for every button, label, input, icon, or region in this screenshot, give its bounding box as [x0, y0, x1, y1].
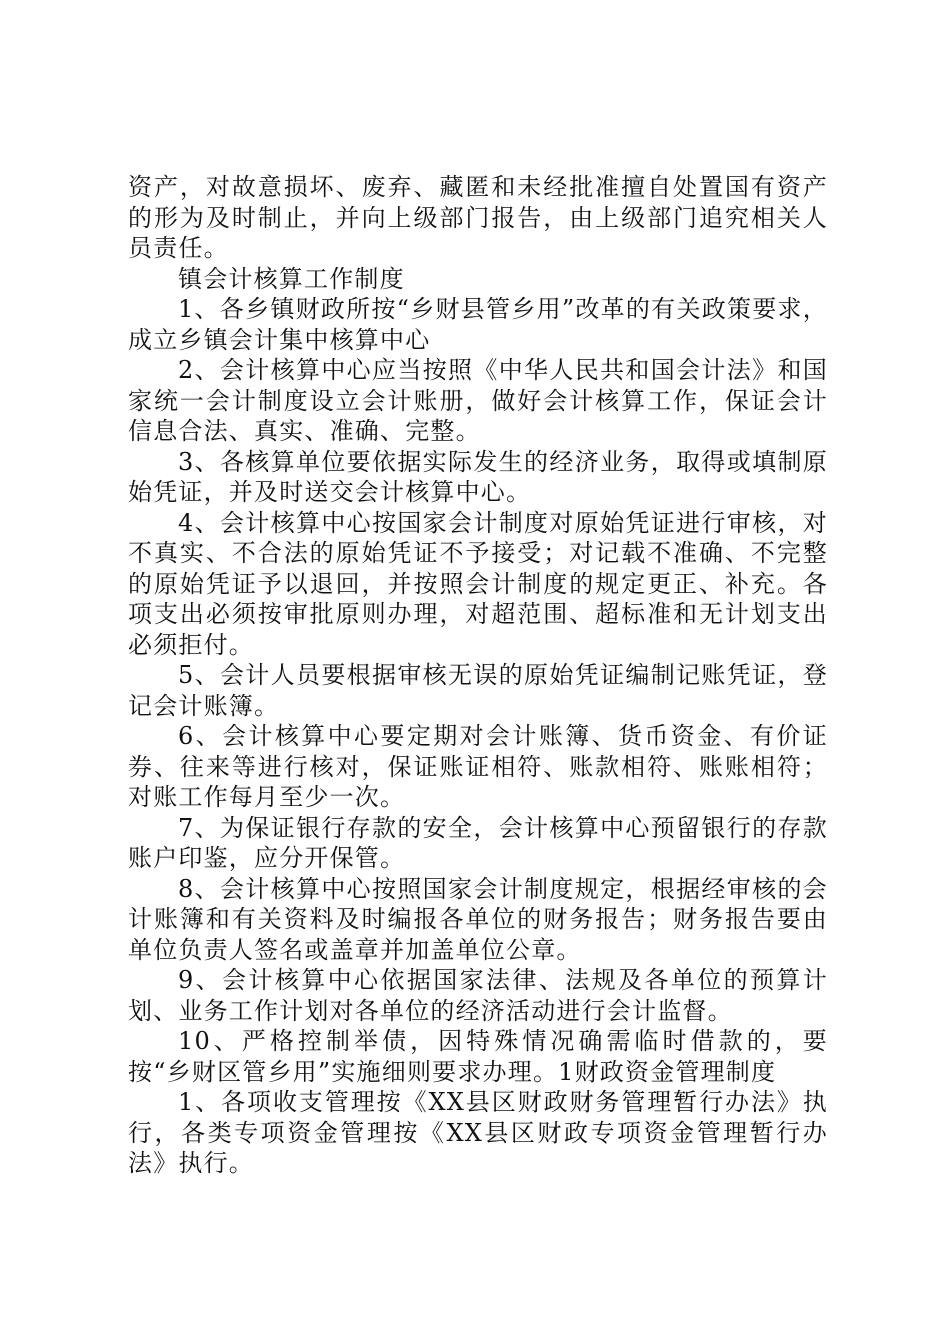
paragraph-item-2: 2、会计核算中心应当按照《中华人民共和国会计法》和国家统一会计制度设立会计账册，做好会计核算工作，保证会计信息合法、真实、准确、完整。	[128, 356, 828, 445]
paragraph-finance-item-1: 1、各项收支管理按《XX县区财政财务管理暂行办法》执行，各类专项资金管理按《XX县区财政专项资金管理暂行办法》执行。	[128, 1088, 828, 1177]
paragraph-item-7: 7、为保证银行存款的安全，会计核算中心预留银行的存款账户印鉴，应分开保管。	[128, 813, 828, 872]
paragraph-item-8: 8、会计核算中心按照国家会计制度规定，根据经审核的会计账簿和有关资料及时编报各单位的财务报告；财务报告要由单位负责人签名或盖章并加盖单位公章。	[128, 874, 828, 964]
section-heading: 镇会计核算工作制度	[178, 264, 405, 293]
paragraph-item-6: 6、会计核算中心要定期对会计账簿、货币资金、有价证券、往来等进行核对，保证账证相符、账款相符、账账相符；对账工作每月至少一次。	[128, 722, 828, 811]
paragraph-item-3: 3、各核算单位要依据实际发生的经济业务，取得或填制原始凭证，并及时送交会计核算中心。	[128, 447, 828, 506]
paragraph-item-10: 10、严格控制举债，因特殊情况确需临时借款的，要按“乡财区管乡用”实施细则要求办理。1财政资金管理制度	[128, 1027, 828, 1086]
paragraph-item-5: 5、会计人员要根据审核无误的原始凭证编制记账凭证，登记会计账簿。	[128, 661, 828, 720]
paragraph-item-4: 4、会计核算中心按国家会计制度对原始凭证进行审核，对不真实、不合法的原始凭证不予接受；对记载不准确、不完整的原始凭证予以退回，并按照会计制度的规定更正、补充。各项支出必须按审批原则办理，对超范围、超标准和无计划支出必须拒付。	[128, 508, 828, 659]
paragraph-item-1: 1、各乡镇财政所按“乡财县管乡用”改革的有关政策要求，成立乡镇会计集中核算中心	[128, 295, 828, 354]
paragraph-item-9: 9、会计核算中心依据国家法律、法规及各单位的预算计划、业务工作计划对各单位的经济活动进行会计监督。	[128, 966, 828, 1025]
document-body	[128, 172, 828, 1179]
paragraph-continuation: 资产，对故意损坏、废弃、藏匿和未经批准擅自处置国有资产的形为及时制止，并向上级部门报告，由上级部门追究相关人员责任。	[128, 173, 828, 262]
